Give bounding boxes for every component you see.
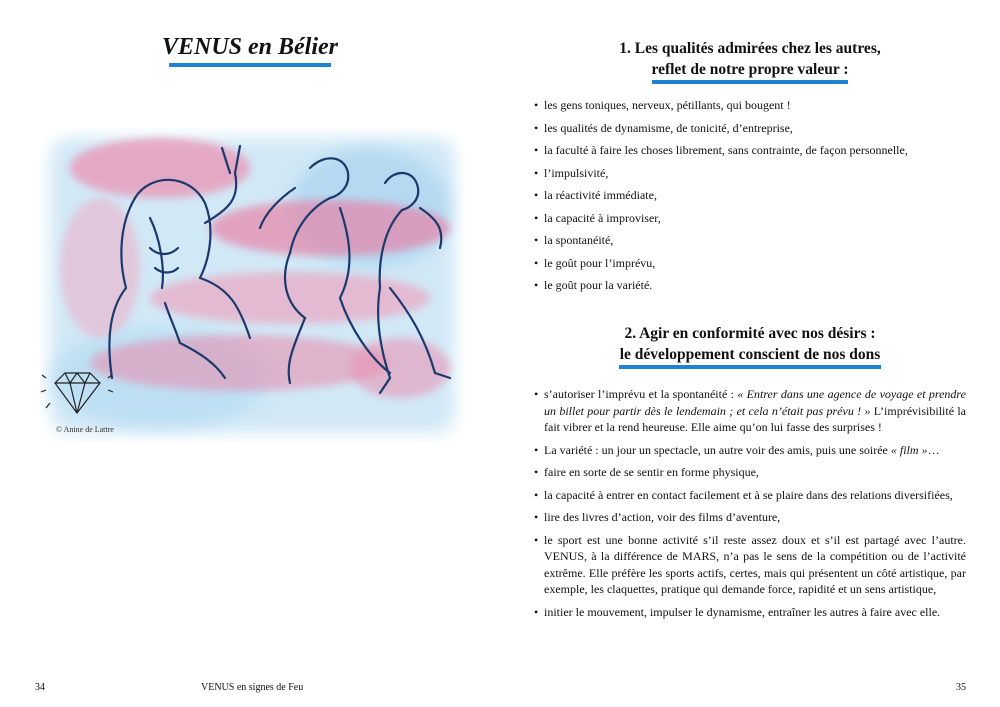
running-footer: VENUS en signes de Feu [201, 682, 304, 693]
list-item: • l’impulsivité, [534, 165, 964, 188]
section2-underline [619, 365, 881, 369]
list-item: • la capacité à improviser, [534, 210, 964, 233]
list-item-text: … [927, 442, 940, 457]
section1-title-line1: 1. Les qualités admirées chez les autres, [619, 40, 881, 57]
illustration-credit: © Anine de Lattre [56, 425, 114, 434]
title-underline [169, 63, 331, 67]
section2-title-line1: 2. Agir en conformité avec nos désirs : [624, 325, 876, 342]
watercolor-illustration [40, 128, 465, 443]
page-number-left: 34 [35, 682, 45, 693]
list-item: • les qualités de dynamisme, de tonicité, d’entreprise, [534, 120, 964, 143]
list-item [534, 442, 966, 459]
right-page [500, 0, 1000, 707]
section1-heading [500, 38, 1000, 84]
list-item-text: s’autoriser l’imprévu et la spontanéité : [544, 387, 738, 401]
list-item-quote: « film » [890, 442, 928, 457]
section2-heading [500, 323, 1000, 369]
list-item [534, 386, 966, 436]
list-item: • le goût pour la variété. [534, 277, 964, 300]
list-item: • initier le mouvement, impulser le dynamisme, entraîner les autres à faire avec elle. [534, 604, 966, 621]
list-item: • faire en sorte de se sentir en forme physique, [534, 464, 966, 481]
list-item: • la capacité à entrer en contact facilement et à se plaire dans des relations diversifiées, [534, 487, 966, 504]
qualities-list [534, 97, 964, 300]
section1-underline [652, 80, 848, 84]
list-item: • le sport est une bonne activité s’il reste assez doux et s’il est partagé avec l’autre. VENUS, à la différence de MARS, n’a pas le sens de la compétition ou de l’activité extrême. Elle préfère les sports actifs, certes, mais qui présentent un côté artistique, par exemple, les claquettes, pratique qui demande force, rapidité et un sens artistique, [534, 532, 966, 598]
chapter-title-text: VENUS en Bélier [161, 34, 338, 60]
list-item: • lire des livres d’action, voir des films d’aventure, [534, 509, 966, 526]
list-item-text: La variété : un jour un spectacle, un autre voir des amis, puis une soirée [544, 442, 891, 457]
chapter-title [0, 34, 500, 67]
list-item-text: L’imprévisibilité la fait vibrer et la rend heureuse. Elle aime qu’on lui fasse des surprises ! [544, 403, 967, 434]
list-item: • la faculté à faire les choses librement, sans contrainte, de façon personnelle, [534, 142, 964, 165]
list-item: • les gens toniques, nerveux, pétillants, qui bougent ! [534, 97, 964, 120]
list-item-quote: « Entrer dans une agence de voyage et prendre un billet pour partir dès le lendemain ; et cela n’était pas prévu ! » [544, 387, 966, 418]
section1-title-line2: reflet de notre propre valeur : [651, 61, 849, 78]
list-item: • le goût pour l’imprévu, [534, 255, 964, 278]
development-list [534, 386, 966, 626]
list-item: • la réactivité immédiate, [534, 187, 964, 210]
list-item: • la spontanéité, [534, 232, 964, 255]
section2-title-line2: le développement conscient de nos dons [619, 346, 881, 363]
page-number-right: 35 [956, 682, 966, 693]
